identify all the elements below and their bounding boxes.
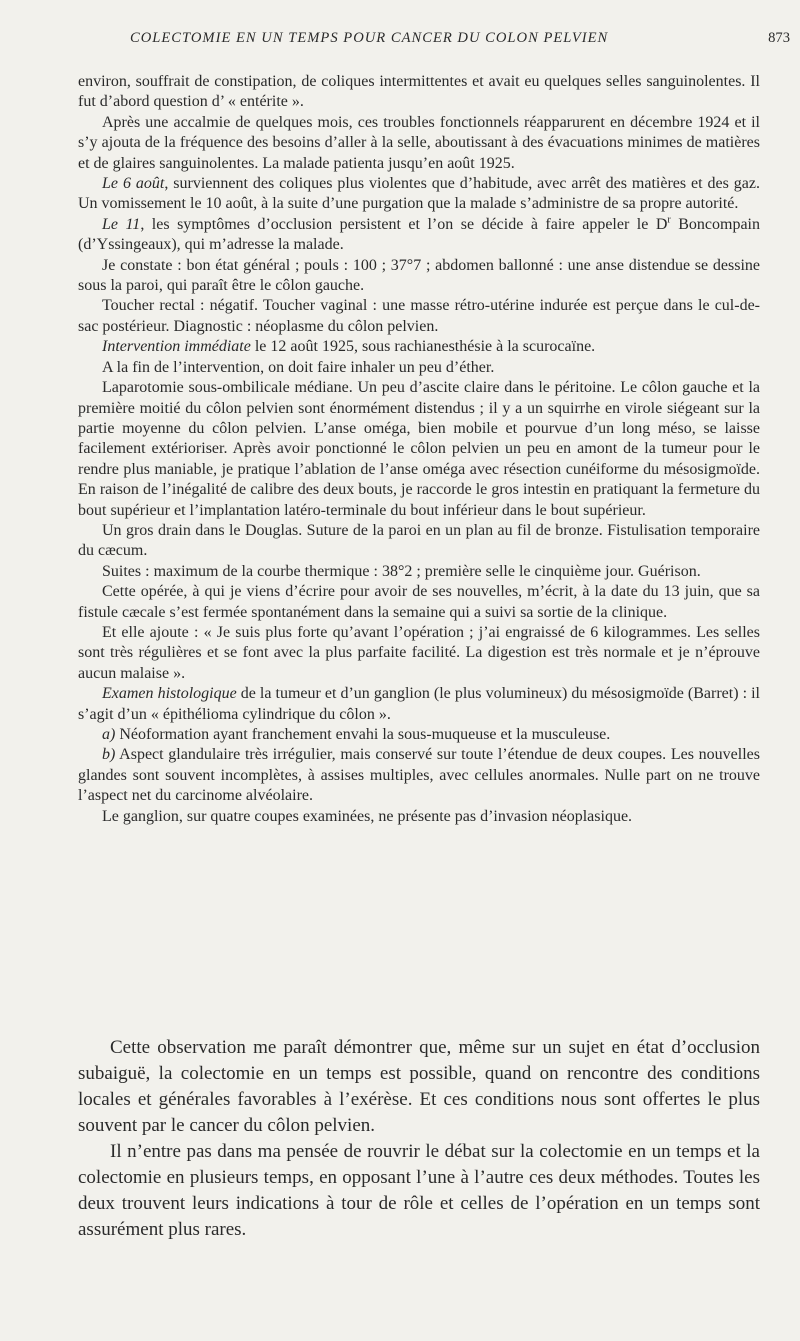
- section-label: Intervention immédiate: [102, 338, 251, 356]
- discussion: [78, 1035, 760, 1243]
- running-title: COLECTOMIE EN UN TEMPS POUR CANCER DU COLON PELVIEN: [130, 30, 609, 46]
- running-header: [0, 30, 800, 54]
- section-label: Examen histologique: [102, 685, 237, 703]
- observation-paragraph: environ, souffrait de constipation, de coliques intermittentes et avait eu quelques selles sanguinolentes. Il fut d’abord question d’ « entérite ».: [78, 73, 760, 111]
- observation-paragraph: Toucher rectal : négatif. Toucher vaginal : une masse rétro-utérine indurée est perçue dans le cul-de-sac postérieur. Diagnostic : néoplasme du côlon pelvien.: [78, 297, 760, 335]
- observation-paragraph: Un gros drain dans le Douglas. Suture de la paroi en un plan au fil de bronze. Fistulisation temporaire du cæcum.: [78, 521, 760, 560]
- observation-paragraph: Laparotomie sous-ombilicale médiane. Un peu d’ascite claire dans le péritoine. Le côlon gauche et la première moitié du côlon pelvien sont énormément distendus ; il y a un squirrhe en virole siégeant sur la partie moyenne du côlon pelvien. L’anse oméga, bien mobile et pourvue d’un long méso, se laisse facilement extérioriser. Après avoir ponctionné le côlon pelvien un peu en amont de la tumeur pour le rendre plus maniable, je pratique l’ablation de l’anse oméga avec résection cunéiforme du mésosigmoïde. En raison de l’inégalité de calibre des deux bouts, je raccorde le gros intestin en pratiquant la fermeture du bout supérieur et l’implantation latéro-terminale du bout inférieur dans le bout supérieur.: [78, 379, 760, 519]
- observation-paragraph: Le 11, les symptômes d’occlusion persistent et l’on se décide à faire appeler le $D^r$ Boncompain (d’Yssingeaux), qui m’adresse la malade.: [78, 214, 760, 254]
- observation-paragraph: a) Néoformation ayant franchement envahi la sous-muqueuse et la musculeuse.: [102, 726, 611, 743]
- discussion-paragraph: Cette observation me paraît démontrer que, même sur un sujet en état d’occlusion subaiguë, la colectomie en un temps est possible, quand on rencontre des conditions locales et générales favorables à l’exérèse. Et ces conditions nous sont offertes le plus souvent par le cancer du côlon pelvien.: [78, 1037, 760, 1136]
- observation-paragraph: Suites : maximum de la courbe thermique : 38°2 ; première selle le cinquième jour. Guérison.: [102, 562, 701, 580]
- observation-paragraph: Le ganglion, sur quatre coupes examinées, ne présente pas d’invasion néoplasique.: [102, 807, 633, 825]
- observation-paragraph: b) Aspect glandulaire très irrégulier, mais conservé sur toute l’étendue de deux coupes. Les nouvelles glandes sont souvent incomplètes, à assises multiples, avec cellules anormales. Nulle part on ne trouve l’aspect net du carcinome alvéolaire.: [78, 746, 760, 805]
- date-label: Le 11: [102, 215, 141, 233]
- observation-paragraph: Cette opérée, à qui je viens d’écrire pour avoir de ses nouvelles, m’écrit, à la date du 13 juin, que sa fistule cæcale s’est fermée spontanément dans la semaine qui a suivi sa sortie de la clinique.: [78, 583, 760, 621]
- list-marker: b): [102, 746, 116, 764]
- observation-paragraph: Je constate : bon état général ; pouls : 100 ; 37°7 ; abdomen ballonné : une anse distendue se dessine sous la paroi, qui paraît être le côlon gauche.: [78, 256, 760, 295]
- discussion-paragraph: Il n’entre pas dans ma pensée de rouvrir le débat sur la colectomie en un temps et la colectomie en plusieurs temps, en opposant l’une à l’autre ces deux méthodes. Toutes les deux trouvent leurs indications à tour de rôle et celles de l’opération en un temps sont assurément plus rares.: [78, 1141, 760, 1240]
- observation-paragraph: Et elle ajoute : « Je suis plus forte qu’avant l’opération ; j’ai engraissé de 6 kilogrammes. Les selles sont très régulières et se font avec la plus parfaite facilité. La digestion est très normale et je n’éprouve aucun malaise ».: [78, 623, 760, 682]
- page-number: 873: [768, 30, 790, 46]
- observation-paragraph: Examen histologique de la tumeur et d’un ganglion (le plus volumineux) du mésosigmoïde (Barret) : il s’agit d’un « épithélioma cylindrique du côlon ».: [78, 685, 761, 723]
- observation-paragraph: Intervention immédiate le 12 août 1925, sous rachianesthésie à la scurocaïne.: [102, 338, 596, 356]
- observation-paragraph: A la fin de l’intervention, on doit faire inhaler un peu d’éther.: [102, 358, 495, 376]
- observation-paragraph: Le 6 août, surviennent des coliques plus violentes que d’habitude, avec arrêt des matières et des gaz. Un vomissement le 10 août, à la suite d’une purgation que la malade s’administre de sa propre autorité.: [78, 175, 761, 213]
- list-marker: a): [102, 726, 116, 743]
- observation-paragraph: Après une accalmie de quelques mois, ces troubles fonctionnels réapparurent en décembre 1924 et il s’y ajouta de la fréquence des besoins d’aller à la selle, aboutissant à des évacuations minimes de matières et de glaires sanguinolentes. La malade patienta jusqu’en août 1925.: [78, 113, 760, 172]
- case-observation: [78, 72, 760, 827]
- date-label: Le 6 août: [102, 175, 165, 193]
